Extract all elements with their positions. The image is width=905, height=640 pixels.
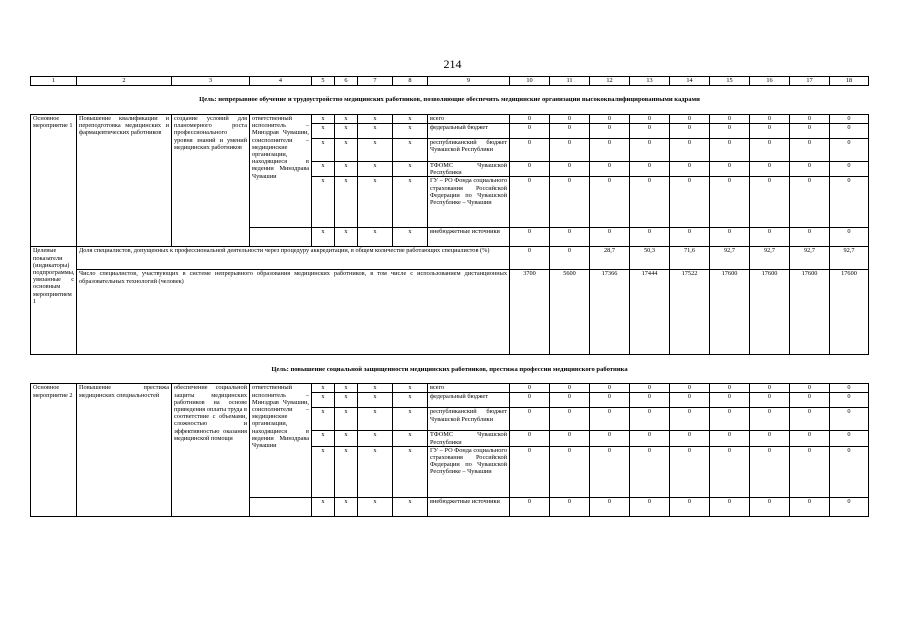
funding-value: 0 xyxy=(550,228,590,247)
column-number: 14 xyxy=(670,77,710,86)
code-x: х xyxy=(358,393,393,408)
funding-value: 0 xyxy=(790,393,830,408)
funding-value: 0 xyxy=(590,384,630,393)
indicator-row-1 xyxy=(31,247,869,270)
funding-value: 0 xyxy=(630,162,670,177)
funding-value: 0 xyxy=(590,177,630,228)
code-x: х xyxy=(312,497,335,516)
code-x: х xyxy=(393,115,428,124)
code-x: х xyxy=(358,497,393,516)
indicator-value: 17600 xyxy=(790,270,830,355)
column-number: 11 xyxy=(550,77,590,86)
code-x: х xyxy=(335,384,358,393)
funding-value: 0 xyxy=(790,384,830,393)
funding-value: 0 xyxy=(830,393,869,408)
code-x: х xyxy=(393,393,428,408)
funding-value: 0 xyxy=(790,446,830,497)
column-number: 2 xyxy=(77,77,172,86)
funding-source: всего xyxy=(428,384,510,393)
funding-value: 0 xyxy=(590,393,630,408)
code-x: х xyxy=(393,384,428,393)
funding-value: 0 xyxy=(830,431,869,446)
code-x: х xyxy=(358,384,393,393)
funding-value: 0 xyxy=(670,393,710,408)
funding-value: 0 xyxy=(510,408,550,431)
funding-value: 0 xyxy=(590,408,630,431)
funding-value: 0 xyxy=(830,228,869,247)
responsible-empty xyxy=(250,497,312,516)
goal-text: Цель: непрерывное обучение и трудоустройство медицинских работников, позволяющие обеспечить медицинские организации высококвалифицированными кадрами xyxy=(31,86,869,115)
code-x: х xyxy=(358,228,393,247)
funding-row-total xyxy=(31,384,869,393)
code-x: х xyxy=(358,115,393,124)
funding-value: 0 xyxy=(550,177,590,228)
code-x: х xyxy=(335,124,358,139)
code-x: х xyxy=(312,124,335,139)
code-x: х xyxy=(393,228,428,247)
responsible-empty xyxy=(250,228,312,247)
column-number: 5 xyxy=(312,77,335,86)
funding-value: 0 xyxy=(790,124,830,139)
funding-value: 0 xyxy=(830,177,869,228)
funding-value: 0 xyxy=(830,497,869,516)
goal-2-row xyxy=(31,355,869,384)
indicator-value: 71,6 xyxy=(670,247,710,270)
indicator-value: 92,7 xyxy=(710,247,750,270)
funding-value: 0 xyxy=(630,497,670,516)
code-x: х xyxy=(358,162,393,177)
funding-value: 0 xyxy=(670,384,710,393)
funding-value: 0 xyxy=(790,408,830,431)
funding-value: 0 xyxy=(710,228,750,247)
funding-value: 0 xyxy=(550,115,590,124)
indicator-value: 17522 xyxy=(670,270,710,355)
code-x: х xyxy=(393,497,428,516)
funding-value: 0 xyxy=(750,446,790,497)
indicator-value: 0 xyxy=(550,247,590,270)
funding-value: 0 xyxy=(750,124,790,139)
column-number: 6 xyxy=(335,77,358,86)
funding-value: 0 xyxy=(630,384,670,393)
funding-value: 0 xyxy=(790,162,830,177)
funding-source: ТФОМС Чувашской Республики xyxy=(428,162,510,177)
measure-responsible: ответственный исполнитель – Минздрав Чувашии, соисполнители – медицинские организации, находящиеся в ведении Минздрава Чувашии xyxy=(250,384,312,497)
funding-value: 0 xyxy=(790,115,830,124)
funding-source: республиканский бюджет Чувашской Республики xyxy=(428,139,510,162)
funding-value: 0 xyxy=(750,408,790,431)
code-x: х xyxy=(335,139,358,162)
column-number: 3 xyxy=(172,77,250,86)
funding-value: 0 xyxy=(750,384,790,393)
indicator-value: 5600 xyxy=(550,270,590,355)
code-x: х xyxy=(312,162,335,177)
code-x: х xyxy=(358,408,393,431)
funding-value: 0 xyxy=(510,431,550,446)
funding-value: 0 xyxy=(510,384,550,393)
code-x: х xyxy=(358,431,393,446)
funding-value: 0 xyxy=(830,139,869,162)
goal-text: Цель: повышение социальной защищенности медицинских работников, престижа профессии медицинского работника xyxy=(31,355,869,384)
funding-value: 0 xyxy=(710,408,750,431)
code-x: х xyxy=(393,431,428,446)
funding-value: 0 xyxy=(670,446,710,497)
funding-value: 0 xyxy=(670,408,710,431)
code-x: х xyxy=(358,177,393,228)
code-x: х xyxy=(312,393,335,408)
column-number: 12 xyxy=(590,77,630,86)
column-number: 4 xyxy=(250,77,312,86)
funding-value: 0 xyxy=(790,177,830,228)
funding-value: 0 xyxy=(510,177,550,228)
funding-value: 0 xyxy=(510,115,550,124)
column-number: 7 xyxy=(358,77,393,86)
funding-value: 0 xyxy=(750,139,790,162)
program-table xyxy=(30,76,869,517)
funding-value: 0 xyxy=(630,393,670,408)
funding-value: 0 xyxy=(710,384,750,393)
funding-value: 0 xyxy=(590,139,630,162)
funding-value: 0 xyxy=(830,115,869,124)
funding-value: 0 xyxy=(670,497,710,516)
funding-value: 0 xyxy=(830,162,869,177)
funding-value: 0 xyxy=(790,497,830,516)
funding-value: 0 xyxy=(710,177,750,228)
funding-row-total xyxy=(31,115,869,124)
code-x: х xyxy=(393,124,428,139)
code-x: х xyxy=(393,408,428,431)
funding-source: ГУ – РО Фонда социального страхования Российской Федерации по Чувашской Республике – Чувашии xyxy=(428,446,510,497)
measure-label: Основное мероприятие 2 xyxy=(31,384,77,516)
funding-value: 0 xyxy=(830,446,869,497)
column-number: 13 xyxy=(630,77,670,86)
indicator-value: 0 xyxy=(510,247,550,270)
funding-value: 0 xyxy=(510,124,550,139)
column-number: 9 xyxy=(428,77,510,86)
funding-value: 0 xyxy=(710,393,750,408)
column-number: 16 xyxy=(750,77,790,86)
funding-value: 0 xyxy=(550,162,590,177)
funding-value: 0 xyxy=(670,177,710,228)
code-x: х xyxy=(335,446,358,497)
funding-value: 0 xyxy=(750,497,790,516)
column-number-row xyxy=(31,77,869,86)
column-number: 17 xyxy=(790,77,830,86)
measure-responsible: ответственный исполнитель – Минздрав Чувашии, соисполнители – медицинские организации, находящиеся в ведении Минздрава Чувашии xyxy=(250,115,312,228)
indicator-row-2 xyxy=(31,270,869,355)
measure-name: Повышение престижа медицинских специальностей xyxy=(77,384,172,516)
code-x: х xyxy=(312,177,335,228)
code-x: х xyxy=(393,177,428,228)
code-x: х xyxy=(335,162,358,177)
indicator-value: 92,7 xyxy=(750,247,790,270)
funding-value: 0 xyxy=(830,408,869,431)
funding-value: 0 xyxy=(710,124,750,139)
column-number: 1 xyxy=(31,77,77,86)
funding-value: 0 xyxy=(630,408,670,431)
funding-value: 0 xyxy=(670,431,710,446)
code-x: х xyxy=(312,115,335,124)
indicator-value: 17600 xyxy=(750,270,790,355)
column-number: 10 xyxy=(510,77,550,86)
code-x: х xyxy=(335,431,358,446)
funding-source: федеральный бюджет xyxy=(428,393,510,408)
funding-source: федеральный бюджет xyxy=(428,124,510,139)
funding-value: 0 xyxy=(750,228,790,247)
funding-value: 0 xyxy=(790,139,830,162)
code-x: х xyxy=(393,446,428,497)
goal-1-row xyxy=(31,86,869,115)
funding-value: 0 xyxy=(630,177,670,228)
funding-value: 0 xyxy=(590,162,630,177)
code-x: х xyxy=(335,497,358,516)
funding-value: 0 xyxy=(710,139,750,162)
funding-value: 0 xyxy=(550,408,590,431)
code-x: х xyxy=(335,177,358,228)
code-x: х xyxy=(335,115,358,124)
funding-value: 0 xyxy=(630,124,670,139)
funding-value: 0 xyxy=(790,431,830,446)
indicator-value: 92,7 xyxy=(790,247,830,270)
funding-value: 0 xyxy=(550,446,590,497)
funding-value: 0 xyxy=(510,228,550,247)
funding-value: 0 xyxy=(550,497,590,516)
code-x: х xyxy=(393,162,428,177)
indicator-value: 17366 xyxy=(590,270,630,355)
funding-value: 0 xyxy=(510,162,550,177)
measure-label: Основное мероприятие 1 xyxy=(31,115,77,247)
funding-value: 0 xyxy=(590,124,630,139)
indicator-value: 3700 xyxy=(510,270,550,355)
measure-name: Повышение квалификации и переподготовка медицинских и фармацевтических работников xyxy=(77,115,172,247)
code-x: х xyxy=(335,408,358,431)
measure-goal: создание условий для планомерного роста профессионального уровня знаний и умений медицинских работников xyxy=(172,115,250,247)
indicator-value: 17444 xyxy=(630,270,670,355)
funding-source: внебюджетные источники xyxy=(428,497,510,516)
funding-source: республиканский бюджет Чувашской Республики xyxy=(428,408,510,431)
funding-value: 0 xyxy=(670,162,710,177)
indicator-text: Число специалистов, участвующих в системе непрерывного образования медицинских работников, в том числе с использованием дистанционных образовательных технологий (человек) xyxy=(77,270,510,355)
indicator-value: 92,7 xyxy=(830,247,869,270)
code-x: х xyxy=(335,393,358,408)
code-x: х xyxy=(358,139,393,162)
funding-value: 0 xyxy=(710,497,750,516)
funding-value: 0 xyxy=(590,431,630,446)
funding-value: 0 xyxy=(670,124,710,139)
funding-value: 0 xyxy=(590,115,630,124)
funding-value: 0 xyxy=(710,446,750,497)
code-x: х xyxy=(358,124,393,139)
code-x: х xyxy=(312,446,335,497)
funding-value: 0 xyxy=(710,162,750,177)
code-x: х xyxy=(358,446,393,497)
code-x: х xyxy=(335,228,358,247)
funding-value: 0 xyxy=(750,162,790,177)
funding-value: 0 xyxy=(630,446,670,497)
code-x: х xyxy=(312,228,335,247)
funding-value: 0 xyxy=(790,228,830,247)
funding-value: 0 xyxy=(590,228,630,247)
code-x: х xyxy=(312,431,335,446)
funding-value: 0 xyxy=(750,177,790,228)
funding-value: 0 xyxy=(670,115,710,124)
targets-label: Целевые показатели (индикаторы) подпрограммы, увязанные с основным мероприятием 1 xyxy=(31,247,77,355)
funding-value: 0 xyxy=(750,393,790,408)
column-number: 18 xyxy=(830,77,869,86)
funding-value: 0 xyxy=(710,431,750,446)
indicator-text: Доля специалистов, допущенных к профессиональной деятельности через процедуру аккредитации, в общем количестве работающих специалистов (%) xyxy=(77,247,510,270)
funding-value: 0 xyxy=(510,497,550,516)
funding-value: 0 xyxy=(590,497,630,516)
funding-value: 0 xyxy=(670,228,710,247)
column-number: 8 xyxy=(393,77,428,86)
funding-value: 0 xyxy=(510,393,550,408)
funding-source: ТФОМС Чувашской Республики xyxy=(428,431,510,446)
funding-value: 0 xyxy=(550,393,590,408)
indicator-value: 17600 xyxy=(710,270,750,355)
code-x: х xyxy=(393,139,428,162)
funding-value: 0 xyxy=(510,446,550,497)
funding-value: 0 xyxy=(750,431,790,446)
funding-value: 0 xyxy=(710,115,750,124)
funding-value: 0 xyxy=(550,139,590,162)
funding-value: 0 xyxy=(630,139,670,162)
measure-goal: обеспечение социальной защиты медицинских работников на основе приведения оплаты труда в соответствие с объемами, сложностью и эффективностью оказания медицинской помощи xyxy=(172,384,250,516)
code-x: х xyxy=(312,408,335,431)
funding-value: 0 xyxy=(630,431,670,446)
funding-value: 0 xyxy=(550,384,590,393)
indicator-value: 17600 xyxy=(830,270,869,355)
funding-source: всего xyxy=(428,115,510,124)
funding-value: 0 xyxy=(750,115,790,124)
funding-value: 0 xyxy=(510,139,550,162)
funding-value: 0 xyxy=(550,431,590,446)
funding-value: 0 xyxy=(830,124,869,139)
funding-value: 0 xyxy=(630,228,670,247)
code-x: х xyxy=(312,384,335,393)
indicator-value: 28,7 xyxy=(590,247,630,270)
funding-value: 0 xyxy=(830,384,869,393)
code-x: х xyxy=(312,139,335,162)
funding-value: 0 xyxy=(630,115,670,124)
indicator-value: 50,3 xyxy=(630,247,670,270)
funding-value: 0 xyxy=(550,124,590,139)
funding-source: внебюджетные источники xyxy=(428,228,510,247)
page-number: 214 xyxy=(443,57,462,71)
funding-source: ГУ – РО Фонда социального страхования Российской Федерации по Чувашской Республике – Чувашии xyxy=(428,177,510,228)
funding-value: 0 xyxy=(670,139,710,162)
column-number: 15 xyxy=(710,77,750,86)
funding-value: 0 xyxy=(590,446,630,497)
